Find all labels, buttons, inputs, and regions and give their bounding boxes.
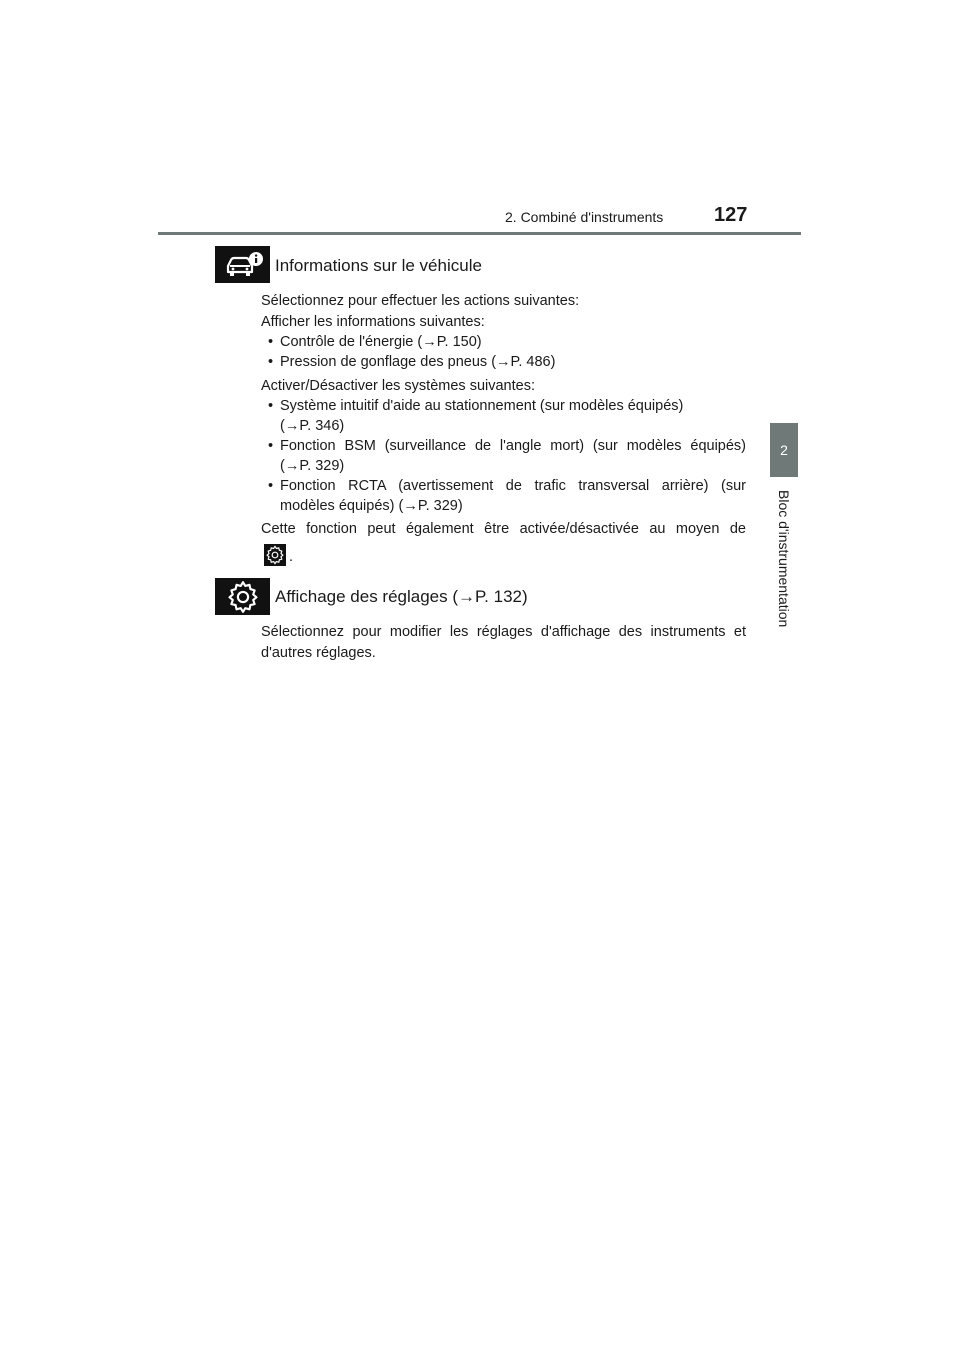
list-item-text: Contrôle de l'énergie (→P. 150) <box>280 334 482 350</box>
chapter-number: 2 <box>780 442 788 458</box>
bullet-dot: • <box>268 398 274 414</box>
list-item-text: Fonction BSM (surveillance de l'angle mort) (sur modèles équipés) <box>280 438 746 454</box>
note-end: . <box>289 549 294 565</box>
car-info-icon <box>215 246 270 283</box>
settings-gear-icon <box>264 544 286 566</box>
list-item-text: Système intuitif d'aide au stationnement (sur modèles équipés) <box>280 398 684 414</box>
chapter-title: Bloc d'instrumentation <box>776 490 792 628</box>
chapter-tab <box>770 423 798 477</box>
list-item-text: Fonction RCTA (avertissement de trafic transversal arrière) (sur <box>280 478 746 494</box>
bullet-dot: • <box>268 478 274 494</box>
section-heading-settings: Affichage des réglages (→P. 132) <box>275 587 528 606</box>
list-item-text: Pression de gonflage des pneus (→P. 486) <box>280 354 556 370</box>
bullet-dot: • <box>268 438 274 454</box>
settings-gear-icon <box>215 578 270 615</box>
bullet-dot: • <box>268 334 274 350</box>
list-item-continuation: (→P. 346) <box>280 418 345 434</box>
list-item-continuation: modèles équipés) (→P. 329) <box>280 498 463 514</box>
header-divider <box>158 232 801 235</box>
bullet-dot: • <box>268 354 274 370</box>
page-number: 127 <box>714 204 748 226</box>
running-header-section-title: 2. Combiné d'instruments <box>505 209 664 225</box>
settings-body-line-2: d'autres réglages. <box>261 645 376 661</box>
section-heading-vehicle-info: Informations sur le véhicule <box>275 256 482 275</box>
settings-body-line-1: Sélectionnez pour modifier les réglages d'affichage des instruments et <box>261 624 746 640</box>
intro-text: Sélectionnez pour effectuer les actions suivantes: <box>261 293 580 309</box>
toggle-label: Activer/Désactiver les systèmes suivantes: <box>261 378 535 394</box>
note-text: Cette fonction peut également être activée/désactivée au moyen de <box>261 521 746 537</box>
display-label: Afficher les informations suivantes: <box>261 314 485 330</box>
list-item-continuation: (→P. 329) <box>280 458 345 474</box>
